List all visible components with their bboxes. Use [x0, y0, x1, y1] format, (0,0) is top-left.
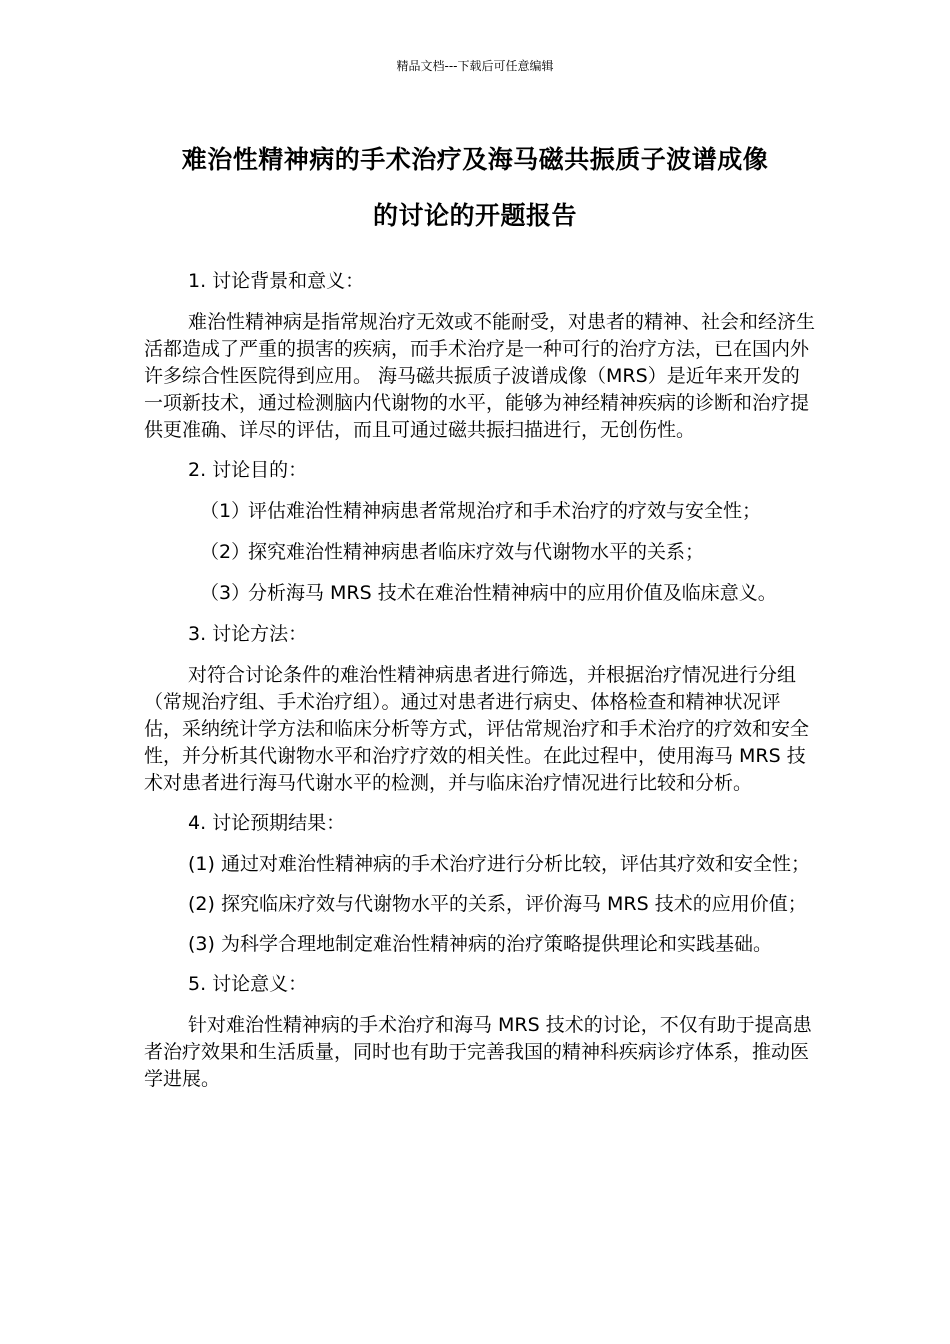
objective-item-number: （1）: [200, 500, 251, 522]
document-title: [120, 132, 830, 244]
objective-item-text: 评估难治性精神病患者常规治疗和手术治疗的疗效与安全性；: [248, 500, 762, 522]
section-1-heading: 1. 讨论背景和意义：: [188, 270, 365, 292]
objective-item-3: [144, 580, 816, 607]
document-body: [144, 268, 816, 1106]
section-4-heading: 4. 讨论预期结果：: [188, 812, 346, 834]
section-1-paragraph: 难治性精神病是指常规治疗无效或不能耐受，对患者的精神、社会和经济生活都造成了严重的损害的疾病，而手术治疗是一种可行的治疗方法，已在国内外许多综合性医院得到应用。 海马磁共振质子波谱成像（MRS）是近年来开发的一项新技术，通过检测脑内代谢物的水平，能够为神经精神疾病的诊断和治疗提供更准确、详尽的评估，而且可通过磁共振扫描进行，无创伤性。: [144, 311, 816, 441]
objective-item-text: 分析海马 MRS 技术在难治性精神病中的应用价值及临床意义。: [248, 582, 777, 604]
objective-item-2: [144, 539, 816, 566]
objective-item-number: （2）: [200, 541, 251, 563]
section-5-paragraph: 针对难治性精神病的手术治疗和海马 MRS 技术的讨论，不仅有助于提高患者治疗效果和生活质量，同时也有助于完善我国的精神科疾病诊疗体系，推动医学进展。: [144, 1014, 812, 1090]
title-line-2: 的讨论的开题报告: [372, 201, 577, 230]
expected-result-2: (2) 探究临床疗效与代谢物水平的关系，评价海马 MRS 技术的应用价值；: [188, 893, 807, 915]
expected-result-3: (3) 为科学合理地制定难治性精神病的治疗策略提供理论和实践基础。: [188, 933, 772, 955]
expected-result-1: (1) 通过对难治性精神病的手术治疗进行分析比较，评估其疗效和安全性；: [188, 853, 810, 875]
page-header: 精品文档---下载后可任意编辑: [396, 59, 554, 73]
section-2-heading: 2. 讨论目的：: [188, 459, 308, 481]
objective-item-1: [144, 498, 816, 525]
objective-item-text: 探究难治性精神病患者临床疗效与代谢物水平的关系；: [248, 541, 705, 563]
section-5-heading: 5. 讨论意义：: [188, 973, 308, 995]
section-3-heading: 3. 讨论方法：: [188, 623, 308, 645]
title-line-1: 难治性精神病的手术治疗及海马磁共振质子波谱成像: [181, 145, 769, 174]
objective-item-number: （3）: [200, 582, 251, 604]
section-3-paragraph: 对符合讨论条件的难治性精神病患者进行筛选，并根据治疗情况进行分组（常规治疗组、手术治疗组）。通过对患者进行病史、体格检查和精神状况评估，采纳统计学方法和临床分析等方式，评估常规治疗和手术治疗的疗效和安全性，并分析其代谢物水平和治疗疗效的相关性。在此过程中，使用海马 MRS 技术对患者进行海马代谢水平的检测，并与临床治疗情况进行比较和分析。: [144, 664, 810, 794]
